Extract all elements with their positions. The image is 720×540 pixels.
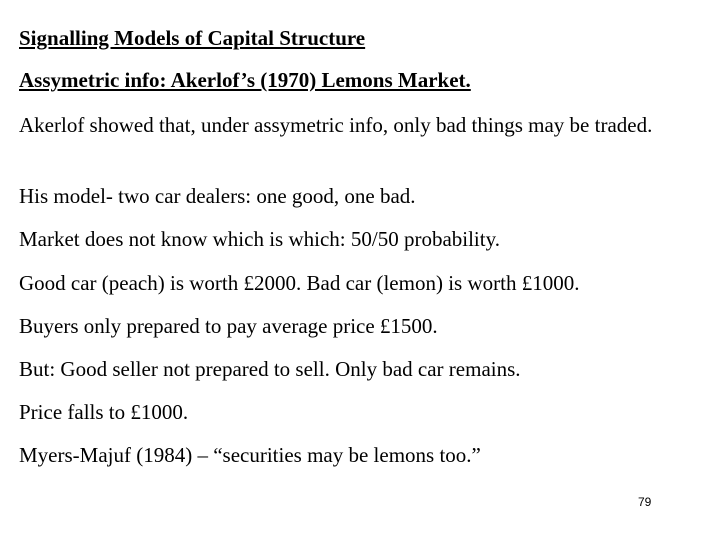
- paragraph-akerlof-claim: Akerlof showed that, under assymetric info, only bad things may be traded.: [19, 113, 653, 137]
- paragraph-car-values: Good car (peach) is worth £2000. Bad car (lemon) is worth £1000.: [19, 271, 580, 295]
- slide-title: Signalling Models of Capital Structure: [19, 26, 366, 50]
- paragraph-myers-majuf: Myers-Majuf (1984) – “securities may be lemons too.”: [19, 443, 481, 467]
- slide-subtitle: Assymetric info: Akerlof’s (1970) Lemons Market.: [19, 68, 471, 92]
- paragraph-model: His model- two car dealers: one good, one bad.: [19, 184, 416, 208]
- paragraph-market-knowledge: Market does not know which is which: 50/50 probability.: [19, 227, 500, 251]
- paragraph-good-seller: But: Good seller not prepared to sell. Only bad car remains.: [19, 357, 521, 381]
- page-number: 79: [638, 495, 652, 509]
- paragraph-buyers: Buyers only prepared to pay average price £1500.: [19, 314, 438, 338]
- paragraph-price-falls: Price falls to £1000.: [19, 400, 189, 424]
